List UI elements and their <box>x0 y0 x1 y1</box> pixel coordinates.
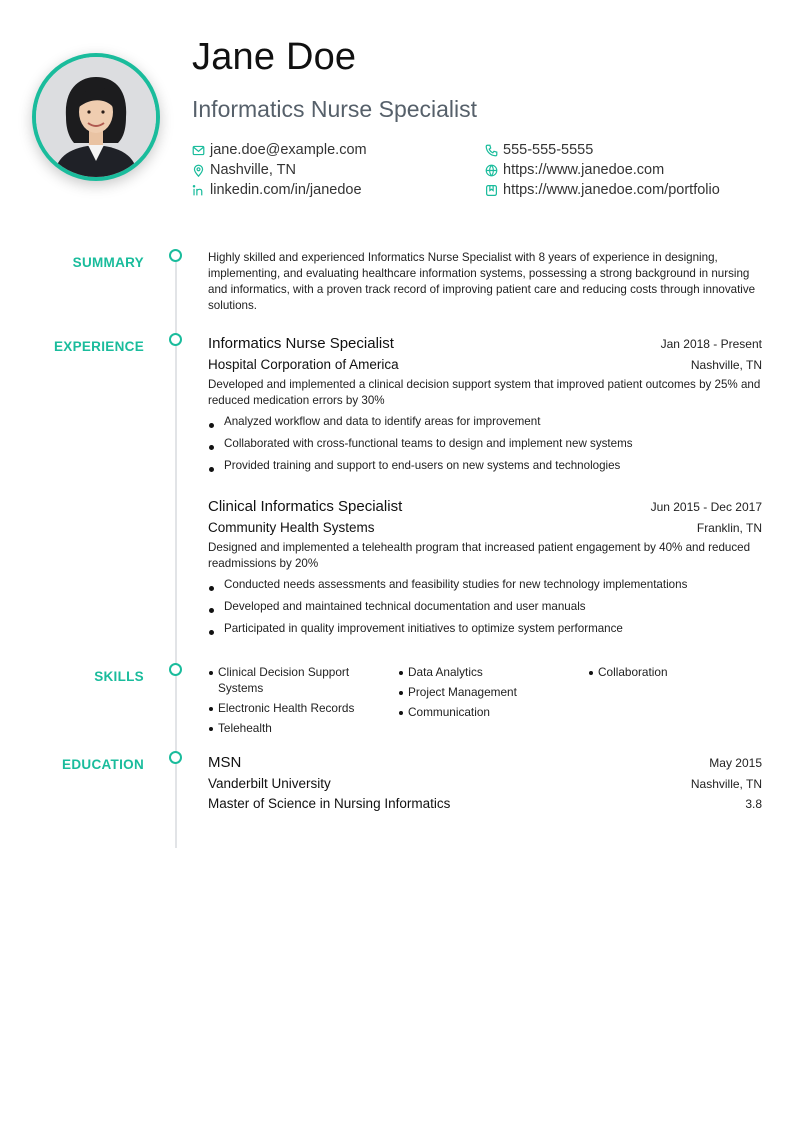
section-title-skills: SKILLS <box>94 669 144 684</box>
contact-phone[interactable] <box>485 142 593 158</box>
job-location: Franklin, TN <box>696 521 762 535</box>
contact-linkedin[interactable] <box>192 182 362 198</box>
list-item: Participated in quality improvement initiatives to optimize system performance <box>208 618 762 640</box>
list-item: Analyzed workflow and data to identify areas for improvement <box>208 411 762 433</box>
candidate-title: Informatics Nurse Specialist <box>192 96 478 122</box>
portfolio-text: https://www.janedoe.com/portfolio <box>503 182 720 198</box>
job-bullets <box>208 574 762 640</box>
linkedin-text: linkedin.com/in/janedoe <box>210 182 362 198</box>
skill-item: Clinical Decision Support Systems <box>208 664 378 696</box>
edu-degree: MSN <box>208 754 242 771</box>
edu-school: Vanderbilt University <box>208 776 331 791</box>
map-pin-icon <box>192 164 205 177</box>
list-item: Collaborated with cross-functional teams to design and implement new systems <box>208 433 762 455</box>
job-description: Developed and implemented a clinical decision support system that improved patient outcomes by 25% and reduced medication errors by 30% <box>208 378 761 407</box>
portfolio-icon <box>485 184 498 197</box>
edu-date: May 2015 <box>709 756 762 770</box>
section-title-experience: EXPERIENCE <box>53 339 144 354</box>
skill-item: Collaboration <box>588 664 758 680</box>
contact-location <box>192 162 296 178</box>
contact-email[interactable] <box>192 142 367 158</box>
timeline-dot-education <box>169 751 182 764</box>
job-bullets <box>208 411 762 477</box>
experience-entry <box>208 498 762 640</box>
contact-portfolio[interactable] <box>485 182 720 198</box>
skill-item: Data Analytics <box>398 664 568 680</box>
list-item: Provided training and support to end-users on new systems and technologies <box>208 455 762 477</box>
job-title: Informatics Nurse Specialist <box>208 335 394 352</box>
section-title-education: EDUCATION <box>62 757 144 772</box>
skill-item: Electronic Health Records <box>208 700 378 716</box>
email-text: jane.doe@example.com <box>210 142 367 158</box>
summary-text: Highly skilled and experienced Informatics Nurse Specialist with 8 years of experience in designing, implementing, and evaluating healthcare information systems, possessing a strong background in nursing and informatics, with a proven track record of improving patient care and reducing costs through innovative solutions. <box>208 251 756 312</box>
person-photo-icon <box>36 57 156 177</box>
edu-location: Nashville, TN <box>690 777 762 791</box>
job-dates: Jun 2015 - Dec 2017 <box>650 500 762 514</box>
edu-field: Master of Science in Nursing Informatics <box>208 796 451 811</box>
mail-icon <box>192 144 205 157</box>
job-company: Community Health Systems <box>208 520 375 535</box>
phone-icon <box>485 144 498 157</box>
candidate-name: Jane Doe <box>192 36 357 78</box>
timeline-dot-summary <box>169 249 182 262</box>
timeline-dot-experience <box>169 333 182 346</box>
job-title: Clinical Informatics Specialist <box>208 498 403 515</box>
website-text: https://www.janedoe.com <box>503 162 665 178</box>
globe-icon <box>485 164 498 177</box>
skill-item: Telehealth <box>208 720 378 736</box>
job-dates: Jan 2018 - Present <box>660 337 762 351</box>
section-title-summary: SUMMARY <box>72 255 144 270</box>
job-description: Designed and implemented a telehealth program that increased patient engagement by 40% and reduced readmissions by 20% <box>208 541 751 570</box>
profile-photo <box>32 53 160 181</box>
experience-entry <box>208 335 762 477</box>
list-item: Conducted needs assessments and feasibility studies for new technology implementations <box>208 574 762 596</box>
job-location: Nashville, TN <box>690 358 762 372</box>
contact-website[interactable] <box>485 162 664 178</box>
linkedin-icon <box>192 184 205 197</box>
skill-item: Project Management <box>398 684 568 700</box>
edu-gpa: 3.8 <box>745 797 762 811</box>
timeline-dot-skills <box>169 663 182 676</box>
job-company: Hospital Corporation of America <box>208 357 399 372</box>
location-text: Nashville, TN <box>210 162 296 178</box>
skill-item: Communication <box>398 704 568 720</box>
list-item: Developed and maintained technical documentation and user manuals <box>208 596 762 618</box>
education-entry <box>208 754 762 811</box>
phone-text: 555-555-5555 <box>503 142 594 158</box>
